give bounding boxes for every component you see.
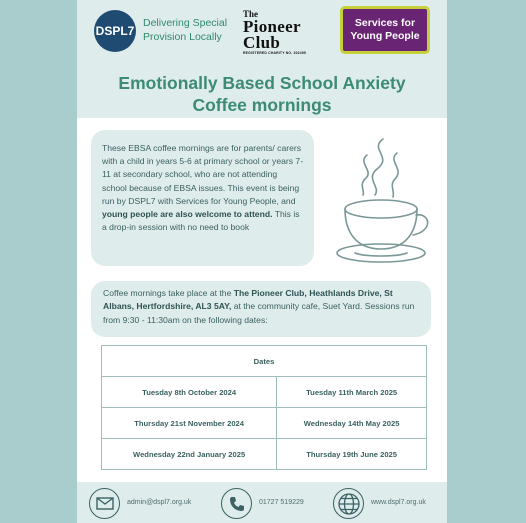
- dates-table: [101, 345, 427, 470]
- date-cell: Thursday 21st November 2024: [102, 408, 277, 439]
- intro-bold-text: young people are also welcome to attend.: [102, 209, 273, 220]
- header-band: [77, 0, 447, 118]
- date-cell: Wednesday 14th May 2025: [277, 408, 427, 439]
- date-cell: Tuesday 11th March 2025: [277, 377, 427, 408]
- intro-tail-text: This is a drop-in session with no need to book: [102, 209, 300, 233]
- globe-icon: [333, 488, 364, 519]
- footer-band: [77, 482, 447, 523]
- title-line1: Emotionally Based School Anxiety: [118, 73, 406, 93]
- venue-panel: [91, 281, 431, 337]
- dates-header: Dates: [102, 346, 427, 377]
- venue-address: The Pioneer Club, Heathlands Drive, St Albans, Hertfordshire, AL3 5AY,: [103, 288, 393, 312]
- pioneer-logo-line2: Pioneer: [243, 17, 301, 36]
- services-for-young-people-logo: [340, 6, 430, 54]
- venue-suffix: at the community cafe, Suet Yard. Sessions run from 9:30 - 11:30am on the following dates:: [103, 301, 415, 325]
- dates-header-row: [102, 346, 427, 377]
- phone-link[interactable]: 01727 519229: [259, 499, 304, 506]
- email-link[interactable]: admin@dspl7.org.uk: [127, 499, 192, 506]
- dspl7-tagline: [143, 16, 227, 44]
- date-cell: Thursday 19th June 2025: [277, 439, 427, 470]
- syp-line1: Services for: [354, 17, 416, 29]
- syp-line2: Young People: [350, 30, 420, 42]
- email-icon: [89, 488, 120, 519]
- pioneer-charity-number: REGISTERED CHARITY NO. 302495: [243, 51, 307, 55]
- date-cell: Tuesday 8th October 2024: [102, 377, 277, 408]
- venue-prefix: Coffee mornings take place at the: [103, 288, 234, 298]
- dspl7-tagline-line1: Delivering Special: [143, 17, 228, 29]
- intro-panel: [91, 130, 314, 266]
- table-row: [102, 377, 427, 408]
- date-cell: Wednesday 22nd January 2025: [102, 439, 277, 470]
- flyer-page: [77, 0, 447, 523]
- phone-icon: [221, 488, 252, 519]
- dspl7-tagline-line2: Provision Locally: [143, 31, 222, 43]
- coffee-cup-icon: [335, 135, 431, 267]
- title-line2: Coffee mornings: [192, 95, 332, 115]
- pioneer-club-logo: [243, 10, 323, 56]
- intro-text: These EBSA coffee mornings are for parents/ carers with a child in years 5-6 at primary school or years 7-11 at secondary school, who are not attending school because of EBSA issues. This event is being run by DSPL7 with Services for Young People, and: [102, 143, 304, 206]
- page-title: [77, 72, 447, 116]
- pioneer-logo-line3: Club: [243, 33, 281, 52]
- website-link[interactable]: www.dspl7.org.uk: [371, 499, 426, 506]
- table-row: [102, 408, 427, 439]
- table-row: [102, 439, 427, 470]
- pioneer-logo-line1: The: [243, 9, 259, 19]
- dspl7-logo: DSPL7: [94, 10, 136, 52]
